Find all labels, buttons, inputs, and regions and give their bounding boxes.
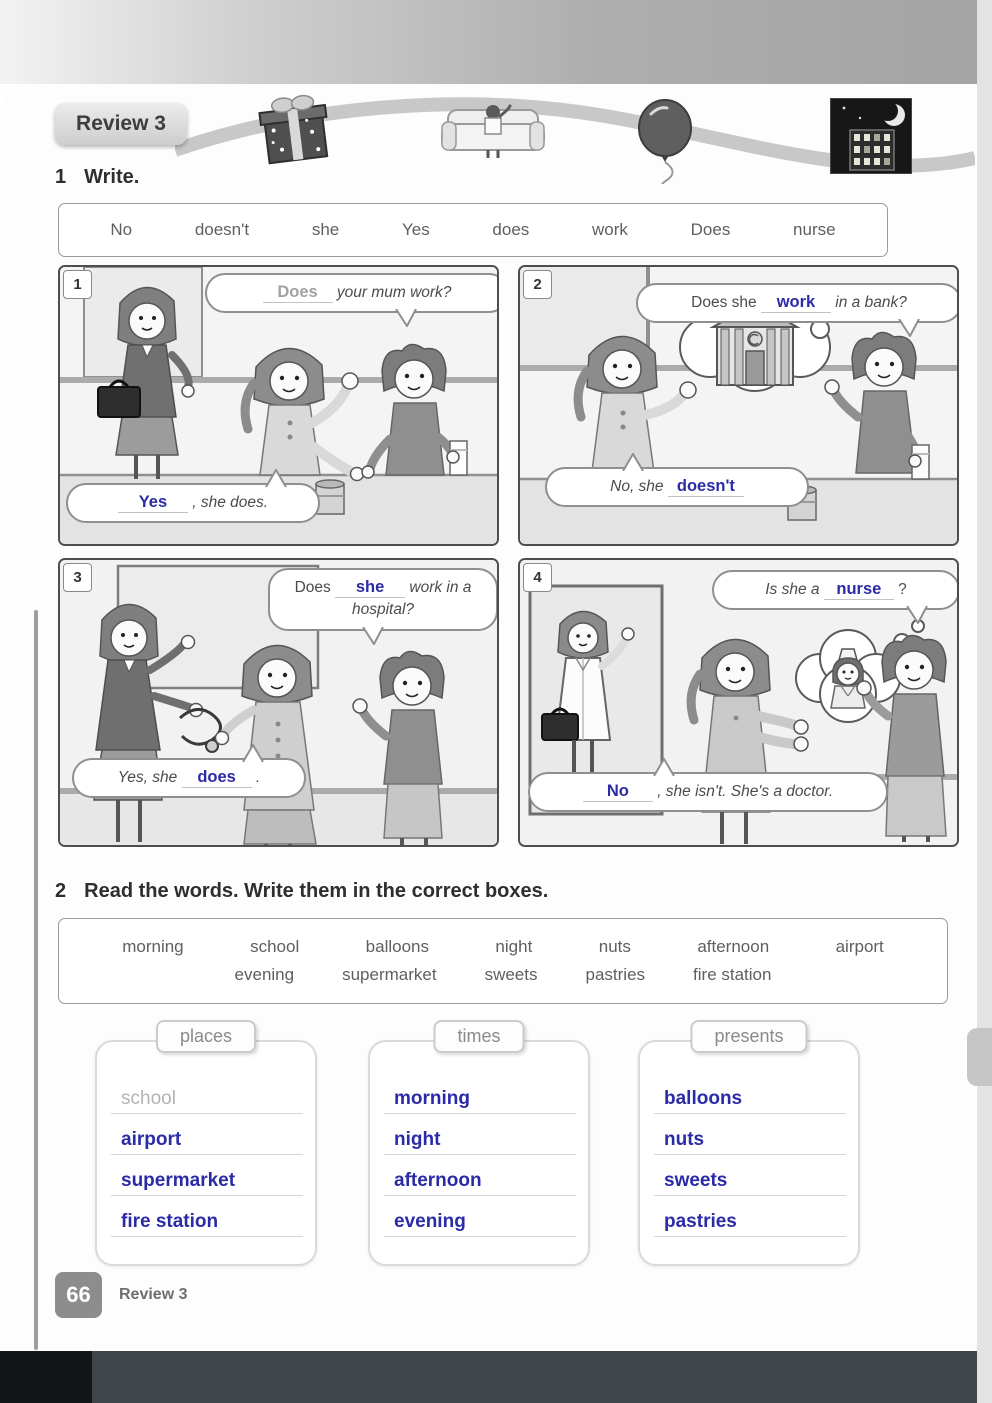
question-text: your mum work? <box>336 284 452 301</box>
answer-fill: she <box>335 578 405 598</box>
word-chip: afternoon <box>697 937 770 956</box>
exercise2-number: 2 <box>55 880 67 902</box>
entry-line: nuts <box>654 1129 846 1155</box>
answer-fill: Yes <box>118 493 188 513</box>
entry-line: afternoon <box>384 1170 576 1196</box>
word-chip: fire station <box>693 965 772 984</box>
speech-tail <box>360 627 386 645</box>
exercise1-title: Write. <box>84 166 140 188</box>
word-chip: balloons <box>365 937 429 956</box>
answer-bubble <box>545 467 809 507</box>
speech-tail <box>620 453 646 471</box>
exercise1-number: 1 <box>55 166 67 188</box>
entry-line: pastries <box>654 1211 846 1237</box>
comic-panel-4 <box>518 558 959 847</box>
question-bubble <box>636 283 959 323</box>
page-number-badge: 66 <box>55 1272 102 1318</box>
word-chip: pastries <box>585 965 646 984</box>
answer-blank: Does <box>263 283 333 303</box>
answer-text: , she does. <box>192 494 269 511</box>
panel-number-badge: 3 <box>63 563 92 592</box>
answer-text: , she isn't. She's a doctor. <box>657 783 834 800</box>
category-tab: times <box>433 1020 524 1053</box>
entry-list <box>370 1042 588 1237</box>
answer-fill: work <box>761 293 831 313</box>
question-bubble <box>205 273 499 313</box>
exercise1-word-bank <box>58 203 888 257</box>
category-box-presents <box>638 1026 860 1266</box>
word-chip: doesn't <box>194 220 250 239</box>
scan-right-notch <box>967 1028 992 1086</box>
question-text: ? <box>898 581 907 598</box>
word-chip: does <box>492 220 530 239</box>
scan-right-strip <box>977 0 992 1403</box>
word-chip: Does <box>690 220 731 239</box>
sofa-person-icon <box>440 100 548 162</box>
gift-icon <box>250 92 338 166</box>
answer-bubble <box>528 772 888 812</box>
speech-tail <box>393 309 419 327</box>
category-box-places <box>95 1026 317 1266</box>
exercise2-word-bank <box>58 918 948 1004</box>
speech-tail <box>263 469 289 487</box>
answer-fill: does <box>182 768 252 788</box>
word-chip: airport <box>835 937 884 956</box>
scan-bottom-band <box>0 1351 992 1403</box>
answer-bubble <box>66 483 320 523</box>
entry-line: airport <box>111 1129 303 1155</box>
word-bank-row <box>59 937 947 957</box>
entry-line: fire station <box>111 1211 303 1237</box>
word-chip: night <box>495 937 533 956</box>
exercise1-heading <box>55 166 139 189</box>
word-chip: nuts <box>598 937 631 956</box>
speech-tail <box>904 606 930 624</box>
question-bubble <box>712 570 959 610</box>
answer-bubble <box>72 758 306 798</box>
night-building-icon <box>830 98 912 174</box>
word-chip: school <box>250 937 300 956</box>
answer-text: Yes, she <box>117 769 178 786</box>
word-chip: she <box>311 220 340 239</box>
entry-line: evening <box>384 1211 576 1237</box>
question-bubble <box>268 568 498 631</box>
word-chip: evening <box>234 965 295 984</box>
entry-line: morning <box>384 1088 576 1114</box>
panel-number-badge: 1 <box>63 270 92 299</box>
entry-list <box>640 1042 858 1237</box>
footer-label: Review 3 <box>119 1286 188 1303</box>
question-text: work in a hospital? <box>351 579 472 619</box>
category-box-times <box>368 1026 590 1266</box>
speech-tail <box>651 758 677 776</box>
answer-text: No, she <box>610 478 664 495</box>
word-chip: work <box>592 220 628 239</box>
exercise2-heading <box>55 880 548 903</box>
speech-tail <box>240 744 266 762</box>
word-chip: No <box>110 220 133 239</box>
balloon-icon <box>633 98 703 184</box>
word-chip: supermarket <box>342 965 437 984</box>
panel-number-badge: 2 <box>523 270 552 299</box>
speech-tail <box>896 319 922 337</box>
comic-panel-2 <box>518 265 959 546</box>
category-tab: presents <box>690 1020 807 1053</box>
exercise2-title: Read the words. Write them in the correct boxes. <box>84 880 549 902</box>
word-chip: Yes <box>401 220 430 239</box>
question-text: Does <box>294 579 331 596</box>
comic-panel-1 <box>58 265 499 546</box>
answer-fill: nurse <box>824 580 894 600</box>
scan-bottom-corner <box>0 1351 92 1403</box>
question-text: Does she <box>691 294 757 311</box>
word-chip: nurse <box>793 220 836 239</box>
entry-line: supermarket <box>111 1170 303 1196</box>
scan-gutter-line <box>34 610 38 1350</box>
entry-line: balloons <box>654 1088 846 1114</box>
answer-text: . <box>255 769 261 786</box>
answer-fill: doesn't <box>668 477 744 497</box>
category-tab: places <box>156 1020 256 1053</box>
question-text: in a bank? <box>835 294 907 311</box>
word-bank-row <box>59 965 947 985</box>
comic-panel-3 <box>58 558 499 847</box>
entry-line: night <box>384 1129 576 1155</box>
scan-top-band <box>0 0 992 84</box>
word-chip: sweets <box>484 965 538 984</box>
entry-line: school <box>111 1088 303 1114</box>
review-tab: Review 3 <box>55 103 187 145</box>
answer-fill: No <box>583 782 653 802</box>
question-text: Is she a <box>765 581 820 598</box>
word-chip: morning <box>122 937 184 956</box>
entry-list <box>97 1042 315 1237</box>
entry-line: sweets <box>654 1170 846 1196</box>
panel-number-badge: 4 <box>523 563 552 592</box>
